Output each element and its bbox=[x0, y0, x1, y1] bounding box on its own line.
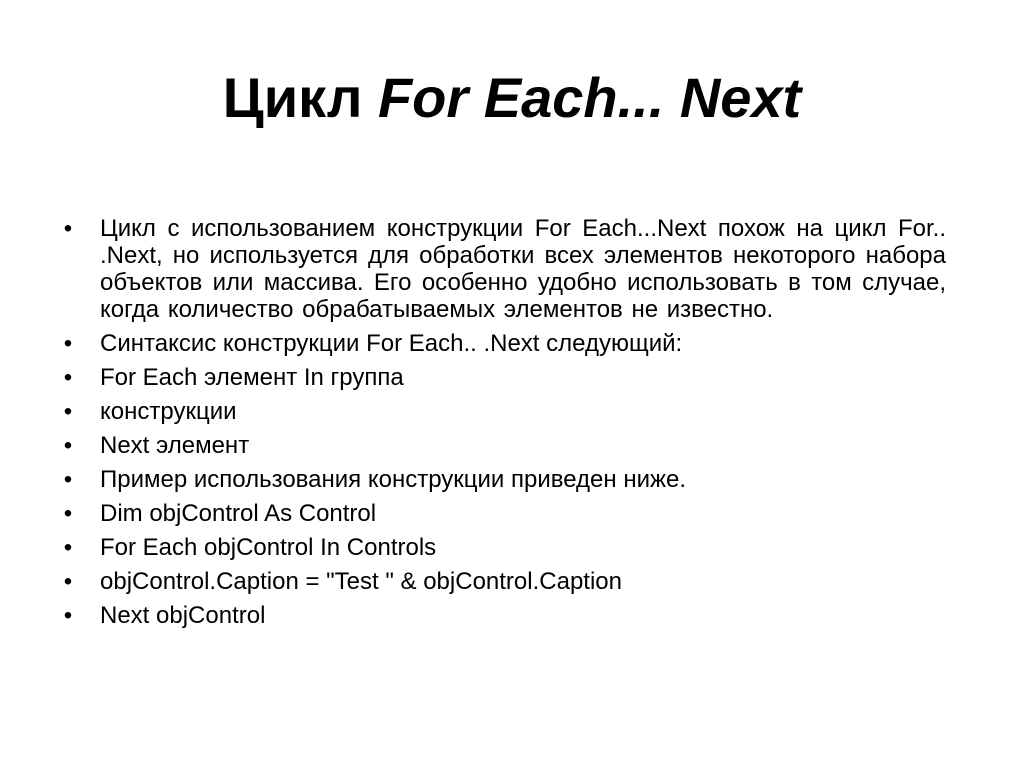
bullet-icon: • bbox=[63, 568, 73, 595]
bullet-icon: • bbox=[63, 602, 73, 629]
bullet-text: For Each элемент In группа bbox=[100, 364, 404, 391]
title-italic-text: For Each... Next bbox=[377, 66, 802, 129]
bullet-text: конструкции bbox=[100, 398, 237, 425]
bullet-item-syntax bbox=[56, 330, 956, 357]
bullet-item-code-dim bbox=[56, 500, 956, 527]
bullet-icon: • bbox=[63, 500, 73, 527]
bullet-item-statements bbox=[56, 398, 956, 425]
bullet-text: Синтаксис конструкции For Each.. .Next следующий: bbox=[100, 330, 683, 357]
bullet-text: Next элемент bbox=[100, 432, 250, 459]
bullet-icon: • bbox=[63, 534, 73, 561]
bullet-text: Пример использования конструкции приведен ниже. bbox=[100, 466, 687, 493]
bullet-item-code-caption bbox=[56, 568, 956, 595]
title-plain-text: Цикл bbox=[222, 66, 378, 129]
slide-title bbox=[0, 62, 1024, 134]
bullet-text: Цикл с использованием конструкции For Each...Next похож на цикл For.. .Next, но используется для обработки всех элементов некоторого набора объектов или массива. Его особенно удобно использовать в том случае, когда количество обрабатываемых элементов не известно. bbox=[100, 215, 946, 323]
bullet-icon: • bbox=[63, 466, 73, 493]
bullet-text: Dim objControl As Control bbox=[100, 500, 377, 527]
bullet-icon: • bbox=[63, 398, 73, 425]
bullet-text: Next objControl bbox=[100, 602, 266, 629]
bullet-item-intro bbox=[56, 215, 956, 323]
bullet-text: For Each objControl In Controls bbox=[100, 534, 437, 561]
bullet-item-code-next bbox=[56, 602, 956, 629]
bullet-list bbox=[56, 215, 956, 636]
bullet-item-example-intro bbox=[56, 466, 956, 493]
bullet-item-for-each bbox=[56, 364, 956, 391]
bullet-icon: • bbox=[63, 432, 73, 459]
bullet-text: objControl.Caption = "Test " & objControl.Caption bbox=[100, 568, 622, 595]
bullet-item-code-for-each bbox=[56, 534, 956, 561]
bullet-icon: • bbox=[63, 330, 73, 357]
bullet-icon: • bbox=[63, 215, 73, 242]
bullet-icon: • bbox=[63, 364, 73, 391]
bullet-item-next bbox=[56, 432, 956, 459]
